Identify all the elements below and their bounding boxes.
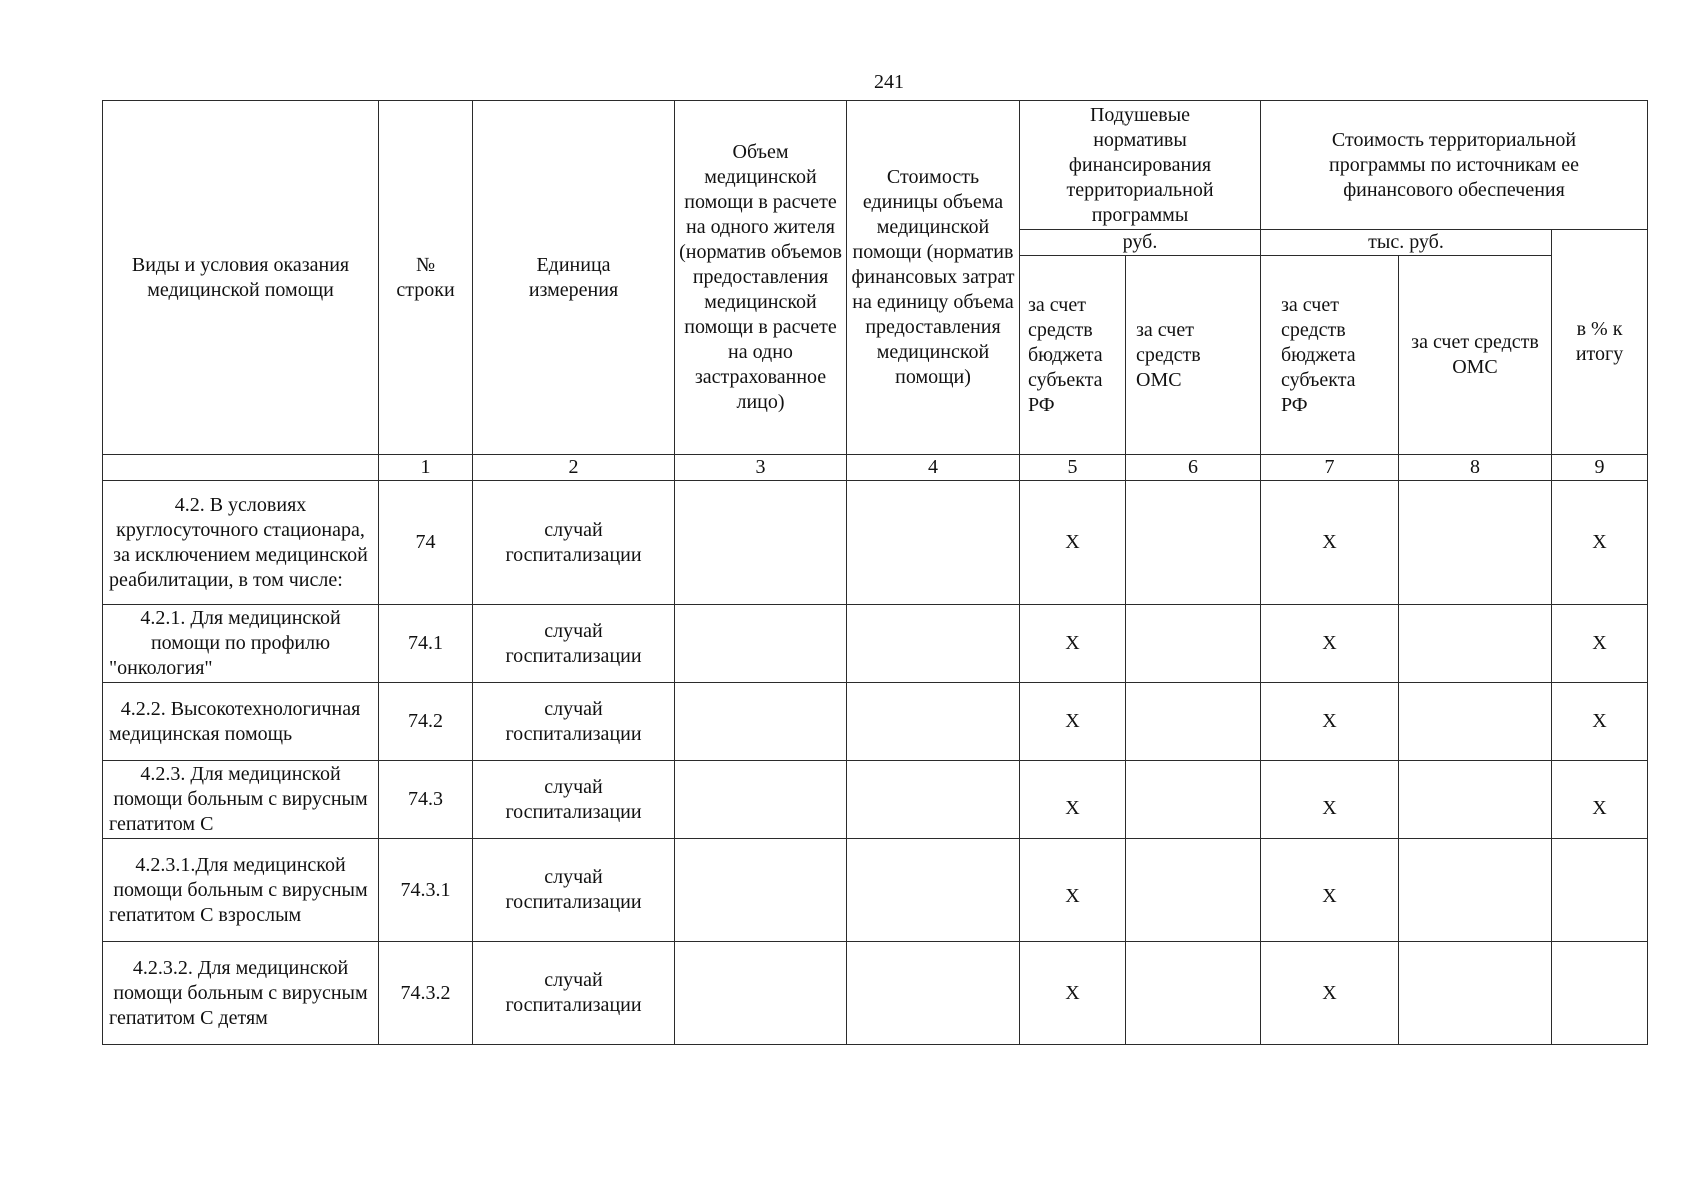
col-number: 2 [473,455,675,481]
header-unit-thousand-rub: тыс. руб. [1261,230,1552,256]
row-unit: случай госпитализации [473,605,675,683]
row-unit: случай госпитализации [473,942,675,1045]
row-budget-thousand: Х [1261,761,1399,839]
row-kind: 4.2.3.1.Для медицинской помощи больным с вирусным гепатитом С взрослым [103,839,379,942]
row-budget-rub: Х [1020,481,1126,605]
row-percent [1552,942,1648,1045]
header-unit: Единица измерения [473,101,675,455]
row-oms-rub [1126,761,1261,839]
row-budget-thousand: Х [1261,605,1399,683]
table-row [103,605,1648,683]
row-budget-thousand: Х [1261,481,1399,605]
row-percent: Х [1552,605,1648,683]
row-unit: случай госпитализации [473,761,675,839]
col-number: 1 [379,455,473,481]
header-row-no: № строки [379,101,473,455]
row-unit: случай госпитализации [473,839,675,942]
col-number: 6 [1126,455,1261,481]
row-budget-thousand: Х [1261,839,1399,942]
row-oms-rub [1126,481,1261,605]
col-number: 7 [1261,455,1399,481]
row-oms-thousand [1399,839,1552,942]
header-percent: в % к итогу [1552,230,1648,455]
row-volume [675,942,847,1045]
row-oms-rub [1126,942,1261,1045]
row-cost [847,605,1020,683]
row-oms-thousand [1399,942,1552,1045]
row-cost [847,683,1020,761]
row-volume [675,683,847,761]
col-number: 8 [1399,455,1552,481]
table-row [103,942,1648,1045]
row-cost [847,481,1020,605]
row-volume [675,605,847,683]
col-number: 5 [1020,455,1126,481]
header-cost-total-group: Стоимость территориальной программы по источникам ее финансового обеспечения [1261,101,1648,230]
row-number: 74.3.2 [379,942,473,1045]
table-row [103,481,1648,605]
row-percent [1552,839,1648,942]
row-oms-thousand [1399,683,1552,761]
row-budget-thousand: Х [1261,942,1399,1045]
row-oms-rub [1126,839,1261,942]
table-row [103,683,1648,761]
table-row [103,839,1648,942]
row-percent: Х [1552,481,1648,605]
col-number: 9 [1552,455,1648,481]
row-volume [675,761,847,839]
table-row [103,761,1648,839]
row-budget-rub: Х [1020,605,1126,683]
header-oms-rub: за счет средств ОМС [1126,256,1261,455]
row-oms-thousand [1399,481,1552,605]
row-number: 74 [379,481,473,605]
row-volume [675,481,847,605]
header-kinds: Виды и условия оказания медицинской помощи [103,101,379,455]
row-number: 74.3.1 [379,839,473,942]
row-oms-thousand [1399,605,1552,683]
col-number: 4 [847,455,1020,481]
financing-table [102,100,1648,1045]
row-percent: Х [1552,761,1648,839]
row-kind: 4.2.1. Для медицинской помощи по профилю "онкология" [103,605,379,683]
row-budget-rub: Х [1020,683,1126,761]
row-cost [847,839,1020,942]
page-number: 241 [874,71,904,93]
row-unit: случай госпитализации [473,481,675,605]
row-budget-rub: Х [1020,942,1126,1045]
row-budget-rub: Х [1020,761,1126,839]
row-kind: 4.2.3. Для медицинской помощи больным с вирусным гепатитом С [103,761,379,839]
row-budget-rub: Х [1020,839,1126,942]
row-number: 74.3 [379,761,473,839]
row-kind: 4.2. В условиях круглосуточного стационара, за исключением медицинской реабилитации, в том числе: [103,481,379,605]
col-number: 3 [675,455,847,481]
row-percent: Х [1552,683,1648,761]
header-budget-rub: за счет средств бюджета субъекта РФ [1020,256,1126,455]
row-kind: 4.2.3.2. Для медицинской помощи больным с вирусным гепатитом С детям [103,942,379,1045]
row-oms-thousand [1399,761,1552,839]
row-number: 74.1 [379,605,473,683]
row-volume [675,839,847,942]
header-unit-rub: руб. [1020,230,1261,256]
header-budget-thousand: за счет средств бюджета субъекта РФ [1261,256,1399,455]
header-per-capita-group: Подушевые нормативы финансирования территориальной программы [1020,101,1261,230]
row-oms-rub [1126,605,1261,683]
header-oms-thousand: за счет средств ОМС [1399,256,1552,455]
col-number-blank [103,455,379,481]
row-unit: случай госпитализации [473,683,675,761]
header-cost: Стоимость единицы объема медицинской помощи (норматив финансовых затрат на единицу объема предоставления медицинской помощи) [847,101,1020,455]
row-oms-rub [1126,683,1261,761]
row-cost [847,942,1020,1045]
row-budget-thousand: Х [1261,683,1399,761]
header-volume: Объем медицинской помощи в расчете на одного жителя (норматив объемов предоставления медицинской помощи в расчете на одно застрахованное лицо) [675,101,847,455]
row-number: 74.2 [379,683,473,761]
row-kind: 4.2.2. Высокотехнологичная медицинская помощь [103,683,379,761]
row-cost [847,761,1020,839]
